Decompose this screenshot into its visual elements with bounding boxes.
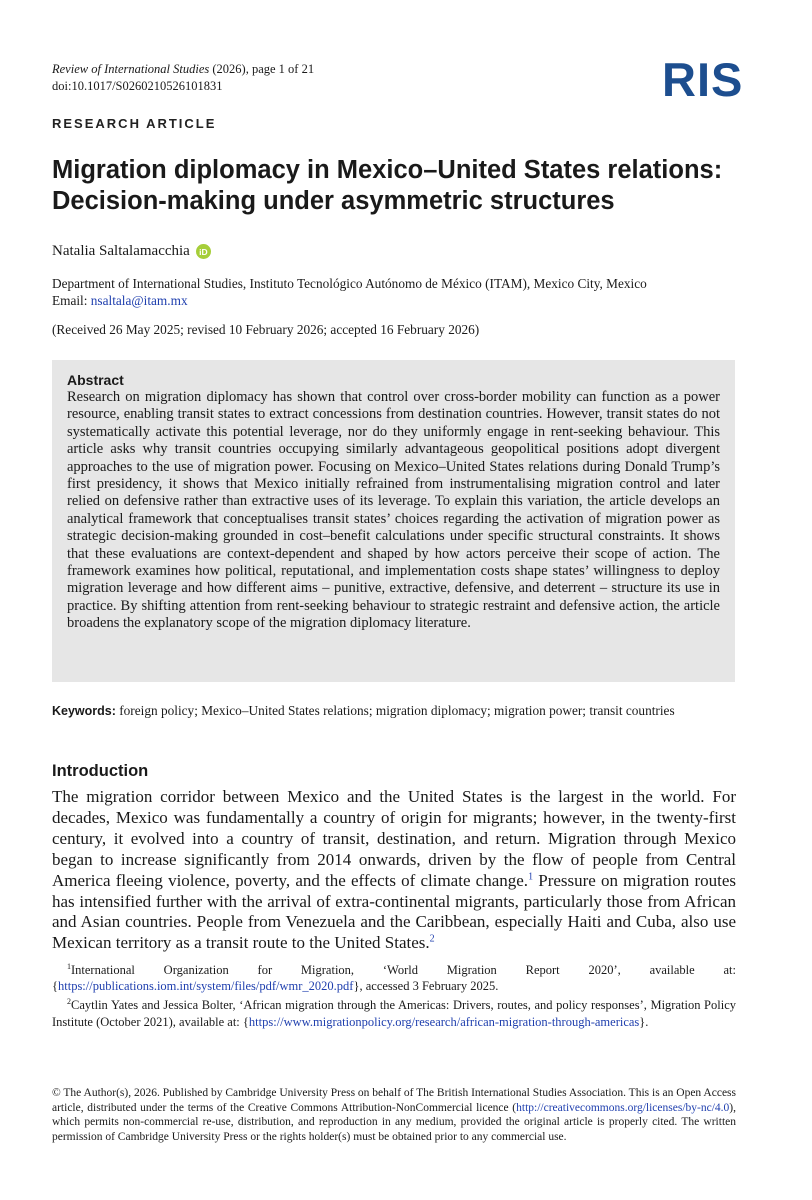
abstract-heading: Abstract bbox=[67, 372, 124, 388]
title-line-2: Decision-making under asymmetric structures bbox=[52, 187, 615, 215]
journal-meta: (2026), page 1 of 21 bbox=[209, 62, 315, 76]
keywords-label: Keywords: bbox=[52, 704, 116, 718]
department: Department of International Studies, Instituto Tecnológico Autónomo de México (ITAM), Mexico City, Mexico bbox=[52, 276, 647, 291]
footnote-number: 2 bbox=[67, 997, 71, 1007]
intro-text-part1: The migration corridor between Mexico and the United States is the largest in the world. For decades, Mexico was fundamentally a country of origin for migrants; however, in the twenty-first century, it evolved into a country of transit, destination, and return. Migration through Mexico began to increase significantly from 2014 onwards, driven by the flow of people from Central America fleeing violence, poverty, and the effects of climate change. bbox=[52, 787, 736, 890]
received-dates: (Received 26 May 2025; revised 10 February 2026; accepted 16 February 2026) bbox=[52, 322, 480, 337]
footnote-link[interactable]: https://www.migrationpolicy.org/research/african-migration-through-americas bbox=[248, 1014, 640, 1029]
footnote-number: 1 bbox=[67, 961, 71, 971]
section-heading-introduction: Introduction bbox=[52, 762, 149, 780]
footnote-text-end: }, accessed 3 February 2025. bbox=[353, 979, 499, 994]
footnote-text-end: }. bbox=[639, 1014, 649, 1029]
abstract-text: Research on migration diplomacy has shown that control over cross-border mobility can function as a power resource, enabling transit states to extract concessions from destination countries. However, transit states do not systematically activate this potential leverage, nor do they uniformly engage in rent-seeking behaviour. This article asks why transit countries occupying similarly advantageous geopolitical positions adopt divergent approaches to the use of migration power. Focusing on Mexico–United States relations during Donald Trump’s first presidency, it shows that Mexico initially refrained from instrumentalising migration control and later relied on defensive rather than extractive uses of its leverage. To explain this variation, the article develops an analytical framework that conceptualises transit states’ choices regarding the activation of migration power as strategic decision-making grounded in cost–benefit calculations under specific structural constraints. It shows that these evaluations are context-dependent and shaped by how actors perceive their scope of action. The framework examines how political, reputational, and implementation costs shape states’ willingness to deploy migration leverage and how different aims – punitive, extractive, defensive, and deterrent – structure its use in practice. By shifting attention from rent-seeking behaviour to strategic restraint and defensive action, the article broadens the explanatory scope of the migration diplomacy literature. bbox=[67, 389, 720, 632]
abstract-box bbox=[52, 360, 735, 682]
copyright-text: © The Author(s), 2026. Published by Cambridge University Press on behalf of The British International Studies Association. This is an Open Access article, distributed under the terms of the Creative Commons Attribution-NonCommercial licence ( bbox=[52, 1087, 736, 1114]
author-line bbox=[52, 243, 211, 260]
article-type-label: RESEARCH ARTICLE bbox=[52, 116, 217, 131]
footnote-text: International Organization for Migration, ‘World Migration Report 2020’, available at: { bbox=[52, 963, 736, 994]
copyright-notice bbox=[52, 1086, 736, 1144]
affiliation bbox=[52, 275, 647, 309]
author-name: Natalia Saltalamacchia bbox=[52, 243, 190, 259]
footnote-link[interactable]: https://publications.iom.int/system/files/pdf/wmr_2020.pdf bbox=[58, 979, 354, 994]
introduction-paragraph bbox=[52, 787, 736, 954]
keywords-text: foreign policy; Mexico–United States relations; migration diplomacy; migration power; transit countries bbox=[115, 703, 675, 718]
copyright-text-end: ), which permits non-commercial re-use, distribution, and reproduction in any medium, provided the original article is properly cited. The written permission of Cambridge University Press or the rights holder(s) must be obtained prior to any commercial use. bbox=[52, 1101, 736, 1143]
doi: doi:10.1017/S0260210526101831 bbox=[52, 79, 223, 93]
journal-logo: RIS bbox=[662, 53, 744, 106]
article-title bbox=[52, 155, 772, 217]
footnote-1 bbox=[52, 962, 736, 994]
title-line-1: Migration diplomacy in Mexico–United States relations: bbox=[52, 156, 723, 184]
email-link[interactable]: nsaltala@itam.mx bbox=[90, 293, 188, 308]
footnote-ref-2[interactable]: 2 bbox=[429, 933, 435, 945]
journal-name: Review of International Studies bbox=[52, 62, 210, 76]
email-label: Email: bbox=[52, 293, 91, 308]
footnote-2 bbox=[52, 997, 736, 1029]
license-link[interactable]: http://creativecommons.org/licenses/by-nc/4.0 bbox=[516, 1101, 730, 1114]
journal-citation bbox=[52, 61, 314, 95]
footnote-text: Caytlin Yates and Jessica Bolter, ‘African migration through the Americas: Drivers, routes, and policy responses’, Migration Policy Institute (October 2021), available at: { bbox=[52, 998, 736, 1029]
orcid-icon[interactable]: iD bbox=[196, 244, 211, 259]
intro-text-part2: Pressure on migration routes has intensified further with the arrival of extra-continental migrants, particularly those from African and Asian countries. People from Venezuela and the Caribbean, especially Haiti and Cuba, also use Mexican territory as a transit route to the United States. bbox=[52, 870, 736, 953]
keywords bbox=[52, 703, 752, 719]
footnote-ref-1[interactable]: 1 bbox=[528, 870, 534, 882]
footnotes bbox=[52, 962, 736, 1033]
